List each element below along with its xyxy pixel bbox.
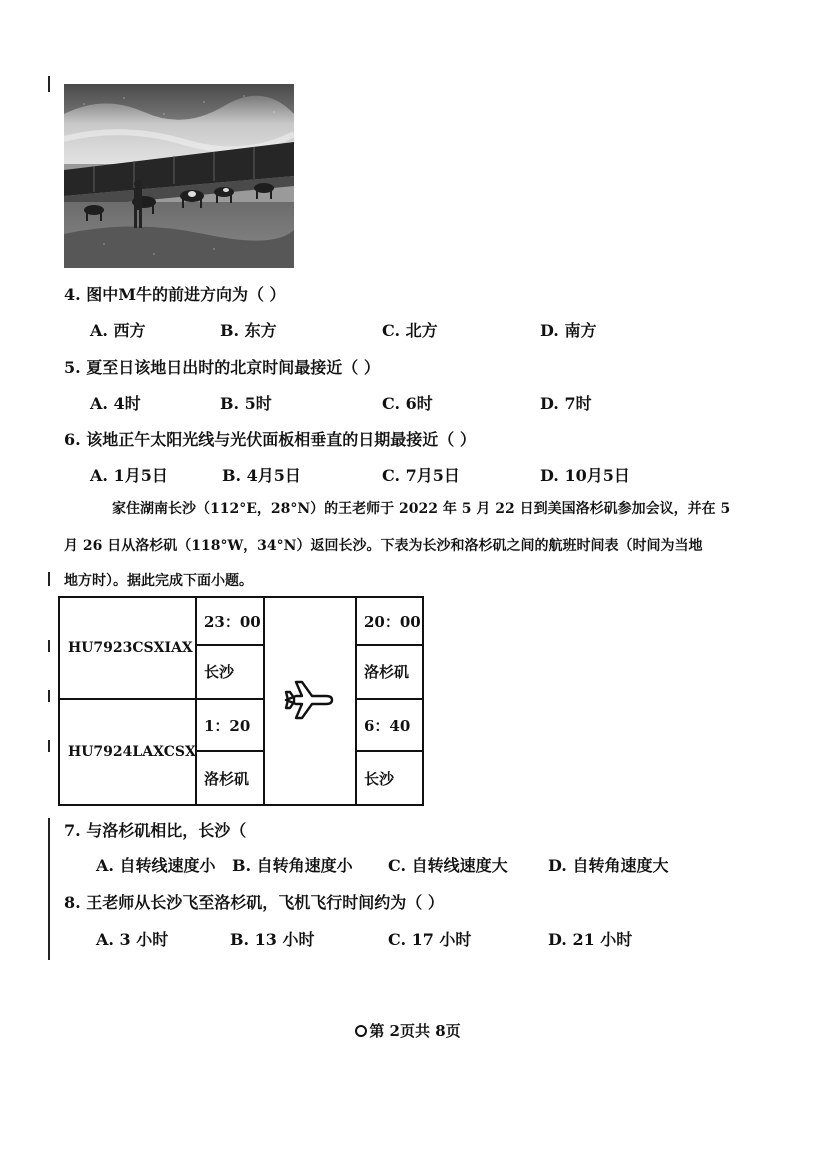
question-4-option-a[interactable]: A. 西方 [90,321,146,340]
margin-mark [48,640,50,652]
question-7-option-b[interactable]: B. 自转角速度小 [232,856,353,875]
question-8-option-a[interactable]: A. 3 小时 [96,930,169,949]
question-8-option-c[interactable]: C. 17 小时 [388,930,472,949]
margin-mark [48,818,50,960]
question-8-title: 8. 王老师从长沙飞至洛杉矶，飞机飞行时间约为（ ） [64,893,444,912]
question-6-option-a[interactable]: A. 1月5日 [90,466,168,485]
question-7-title: 7. 与洛杉矶相比，长沙（ [64,821,247,840]
flight-schedule-table [58,596,424,806]
question-8-option-b[interactable]: B. 13 小时 [230,930,315,949]
airplane-icon [282,678,336,722]
question-5-title: 5. 夏至日该地日出时的北京时间最接近（ ） [64,358,380,377]
question-4-option-b[interactable]: B. 东方 [220,321,277,340]
table-divider [355,598,357,804]
question-6-option-c[interactable]: C. 7月5日 [382,466,460,485]
passage-line-3: 地方时）。据此完成下面小题。 [64,573,253,589]
depart-time-2: 1：20 [204,716,251,735]
question-7-option-c[interactable]: C. 自转线速度大 [388,856,508,875]
question-7-option-a[interactable]: A. 自转线速度小 [96,856,216,875]
flight-number-1: HU7923CSXIAX [68,640,193,656]
arrive-time-1: 20：00 [364,612,421,631]
flight-number-2: HU7924LAXCSX [68,744,196,760]
question-5-option-a[interactable]: A. 4时 [90,394,141,413]
margin-mark [48,572,50,586]
arrive-city-1: 洛杉矶 [364,662,410,681]
question-8-option-d[interactable]: D. 21 小时 [548,930,633,949]
question-4-title: 4. 图中M牛的前进方向为（ ） [64,285,286,304]
question-5-option-d[interactable]: D. 7时 [540,394,592,413]
solar-farm-cattle-photo [64,84,294,268]
page-footer [0,1020,816,1041]
table-divider [263,598,265,804]
question-6-option-b[interactable]: B. 4月5日 [222,466,301,485]
depart-time-1: 23：00 [204,612,261,631]
question-4-option-c[interactable]: C. 北方 [382,321,438,340]
margin-mark [48,740,50,752]
passage-line-2: 月 26 日从洛杉矶（118°W，34°N）返回长沙。下表为长沙和洛杉矶之间的航班时间表（时间为当地 [64,538,703,554]
margin-mark [48,690,50,702]
page-number: 第 2页共 8页 [369,1022,461,1040]
page-marker-icon [355,1025,367,1037]
margin-mark [48,76,50,92]
question-6-title: 6. 该地正午太阳光线与光伏面板相垂直的日期最接近（ ） [64,430,476,449]
question-5-option-b[interactable]: B. 5时 [220,394,272,413]
depart-city-2: 洛杉矶 [204,769,250,788]
question-5-option-c[interactable]: C. 6时 [382,394,433,413]
question-7-option-d[interactable]: D. 自转角速度大 [548,856,669,875]
depart-city-1: 长沙 [204,662,235,681]
arrive-time-2: 6：40 [364,716,411,735]
question-4-option-d[interactable]: D. 南方 [540,321,597,340]
question-6-option-d[interactable]: D. 10月5日 [540,466,630,485]
arrive-city-2: 长沙 [364,769,395,788]
passage-line-1: 家住湖南长沙（112°E，28°N）的王老师于 2022 年 5 月 22 日到美国洛杉矶参加会议，并在 5 [112,501,731,517]
